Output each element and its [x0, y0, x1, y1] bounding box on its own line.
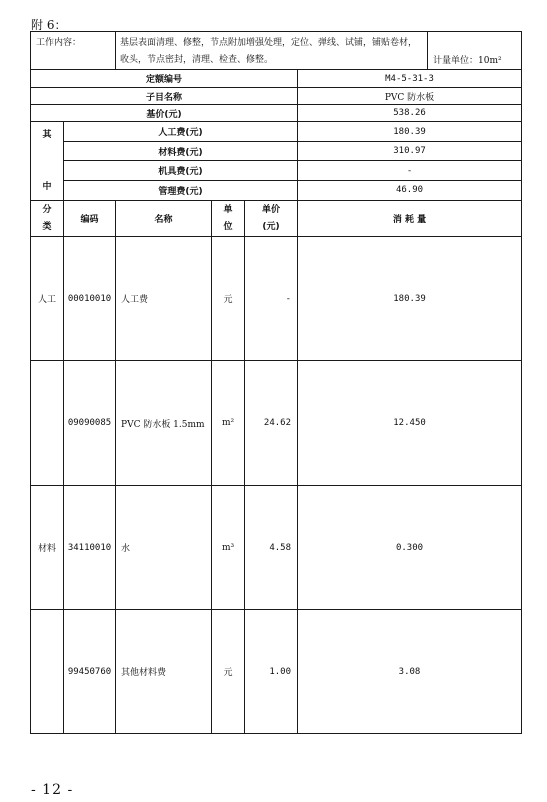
annex-label: 附 6： [31, 18, 67, 32]
col-name-header: 名称 [116, 201, 212, 237]
labor-cost-value: 180.39 [298, 122, 522, 142]
row-price: 1.00 [245, 610, 298, 734]
base-price-label: 基价(元) [31, 105, 298, 122]
col-price-line-2: (元) [262, 221, 280, 232]
row-name: 人工费 [116, 237, 212, 361]
machine-cost-value: - [298, 161, 522, 180]
col-consumption-header: 消 耗 量 [298, 201, 522, 237]
mgmt-cost-value: 46.90 [298, 180, 522, 200]
row-price: 24.62 [245, 361, 298, 486]
row-name: PVC 防水板 1.5mm [116, 361, 212, 486]
row-qty: 12.450 [298, 361, 522, 486]
table-row [31, 237, 522, 361]
quota-code-label: 定额编号 [31, 70, 298, 88]
row-category [31, 610, 64, 734]
row-qty: 180.39 [298, 237, 522, 361]
of-which-char-2: 中 [42, 182, 52, 192]
table-row [31, 361, 522, 486]
row-name: 水 [116, 486, 212, 610]
mgmt-cost-label: 管理费(元) [64, 180, 298, 200]
material-cost-value: 310.97 [298, 142, 522, 161]
row-code: 09090085 [64, 361, 116, 486]
row-code: 99450760 [64, 610, 116, 734]
col-price-line-1: 单价 [262, 204, 281, 215]
col-unit-char-2: 位 [223, 221, 233, 232]
col-code-header: 编码 [64, 201, 116, 237]
page-number: - 12 - [31, 782, 74, 798]
quota-table [30, 31, 522, 734]
row-unit: 元 [212, 237, 245, 361]
row-price: 4.58 [245, 486, 298, 610]
table-row [31, 610, 522, 734]
item-name-label: 子目名称 [31, 88, 298, 105]
col-category-char-1: 分 [42, 204, 52, 215]
row-unit: 元 [212, 610, 245, 734]
row-name: 其他材料费 [116, 610, 212, 734]
item-name-value: PVC 防水板 [298, 88, 522, 105]
item-name-row [31, 88, 522, 105]
row-unit: m² [212, 361, 245, 486]
col-unit-header [212, 201, 245, 237]
base-price-row [31, 105, 522, 122]
labor-cost-label: 人工费(元) [64, 122, 298, 142]
row-code: 00010010 [64, 237, 116, 361]
of-which-char-1: 其 [42, 130, 52, 140]
labor-cost-row [31, 122, 522, 142]
work-content-text: 基层表面清理、修整，节点附加增强处理，定位、弹线、试铺，铺贴卷材，收头，节点密封，清理、检查、修整。 [116, 32, 428, 70]
row-category: 人工 [31, 237, 64, 361]
of-which-cell [31, 122, 64, 201]
work-content-row [31, 32, 522, 70]
col-category-header [31, 201, 64, 237]
mgmt-cost-row [31, 180, 522, 200]
row-code: 34110010 [64, 486, 116, 610]
row-price: - [245, 237, 298, 361]
material-cost-row [31, 142, 522, 161]
row-category [31, 361, 64, 486]
col-unit-char-1: 单 [223, 204, 233, 215]
machine-cost-label: 机具费(元) [64, 161, 298, 180]
material-cost-label: 材料费(元) [64, 142, 298, 161]
row-category: 材料 [31, 486, 64, 610]
table-row [31, 486, 522, 610]
col-price-header [245, 201, 298, 237]
machine-cost-row [31, 161, 522, 180]
measure-unit: 计量单位：10m² [428, 32, 522, 70]
quota-code-row [31, 70, 522, 88]
row-unit: m³ [212, 486, 245, 610]
row-qty: 0.300 [298, 486, 522, 610]
base-price-value: 538.26 [298, 105, 522, 122]
quota-code-value: M4-5-31-3 [298, 70, 522, 88]
col-category-char-2: 类 [42, 221, 52, 232]
row-qty: 3.08 [298, 610, 522, 734]
work-content-label: 工作内容： [31, 32, 116, 70]
column-header-row [31, 201, 522, 237]
